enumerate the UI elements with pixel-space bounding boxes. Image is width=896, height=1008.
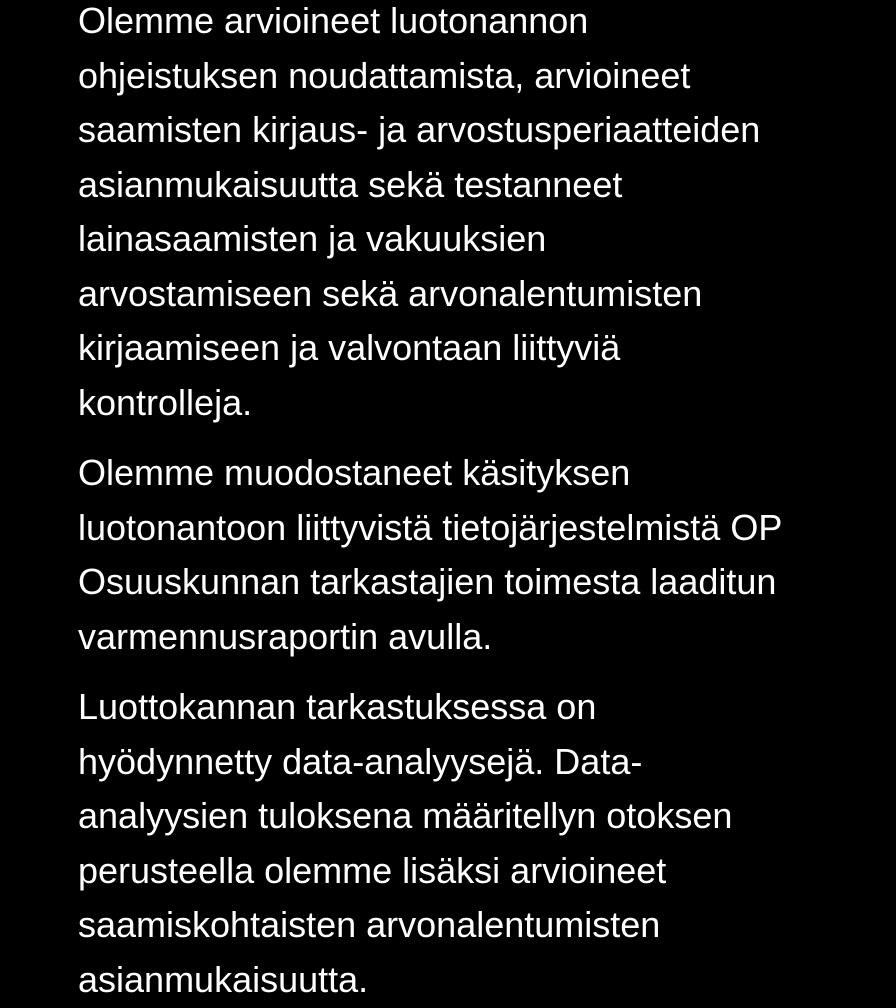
text-line: kirjaamiseen ja valvontaan liittyviä [78, 327, 621, 368]
text-line: Olemme muodostaneet käsityksen [78, 452, 631, 493]
text-line: Osuuskunnan tarkastajien toimesta laaditun [78, 561, 777, 602]
text-line: arvostamiseen sekä arvonalentumisten [78, 272, 703, 314]
text-line: analyysien tuloksena määritellyn otoksen [78, 795, 733, 836]
text-line: hyödynnetty data-analyysejä. Data- [78, 740, 643, 782]
text-line: Luottokannan tarkastuksessa on [78, 686, 597, 727]
paragraph-3 [78, 680, 896, 1007]
text-line: kontrolleja. [78, 381, 253, 423]
document-body [78, 0, 896, 1007]
text-line: perusteella olemme lisäksi arvioineet [78, 849, 667, 891]
text-line: luotonantoon liittyvistä tietojärjestelmistä OP [78, 506, 783, 548]
paragraph-2 [78, 446, 896, 664]
text-line: saamisten kirjaus- ja arvostusperiaatteiden [78, 109, 761, 150]
text-line: ohjeistuksen noudattamista, arvioineet [78, 54, 691, 96]
text-line: Olemme arvioineet luotonannon [78, 0, 589, 41]
text-line: lainasaamisten ja vakuuksien [78, 218, 547, 259]
text-line: asianmukaisuutta sekä testanneet [78, 163, 623, 205]
paragraph-1 [78, 0, 896, 430]
text-line: saamiskohtaisten arvonalentumisten [78, 904, 661, 945]
text-line: varmennusraportin avulla. [78, 615, 493, 657]
text-line: asianmukaisuutta. [78, 958, 369, 1000]
